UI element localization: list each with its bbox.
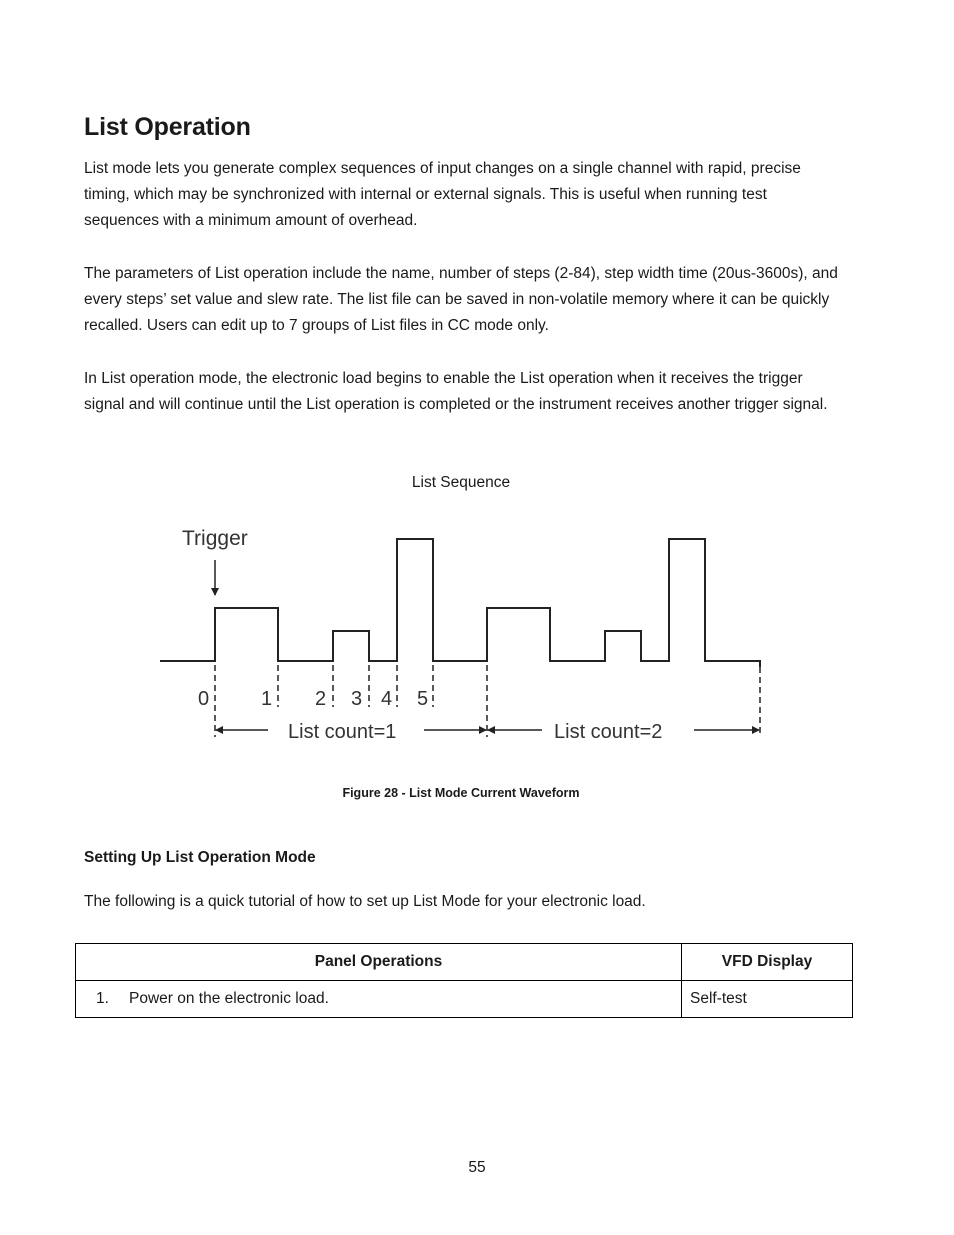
header-vfd-display: VFD Display — [682, 944, 853, 981]
parameters-paragraph: The parameters of List operation include the name, number of steps (2-84), step width time (20us-3600s), and every steps’ set value and slew rate. The list file can be saved in non-volatile memory where it can be quickly recalled. Users can edit up to 7 groups of List files in CC mode only. — [84, 265, 838, 334]
step-label-2: 2 — [315, 688, 327, 710]
trigger-paragraph: In List operation mode, the electronic load begins to enable the List operation when it receives the trigger signal and will continue until the List operation is completed or the instrument receives another trigger signal. — [84, 370, 828, 413]
header-panel-operations: Panel Operations — [76, 944, 682, 981]
step-label-1: 1 — [261, 688, 273, 710]
current-waveform — [160, 539, 760, 667]
step-label-0: 0 — [198, 688, 210, 710]
step-number: 1. — [96, 990, 109, 1007]
trigger-label: Trigger — [182, 527, 248, 550]
operation-text: Power on the electronic load. — [129, 990, 329, 1007]
setup-heading: Setting Up List Operation Mode — [84, 849, 316, 866]
page-title: List Operation — [84, 113, 251, 141]
step-label-3: 3 — [351, 688, 363, 710]
intro-paragraph: List mode lets you generate complex sequences of input changes on a single channel with rapid, precise timing, which may be synchronized with internal or external signals. This is useful when running test sequences with a minimum amount of overhead. — [84, 160, 801, 229]
panel-operations-table — [75, 943, 853, 1018]
figure-caption: Figure 28 - List Mode Current Waveform — [342, 786, 580, 800]
list-count-1-label: List count=1 — [288, 721, 397, 743]
operation-cell — [76, 981, 682, 1018]
setup-intro: The following is a quick tutorial of how to set up List Mode for your electronic load. — [84, 893, 646, 910]
list-waveform-diagram — [150, 515, 770, 750]
table-header-row — [76, 944, 853, 981]
step-label-5: 5 — [417, 688, 429, 710]
diagram-heading: List Sequence — [411, 474, 511, 491]
display-cell: Self-test — [682, 981, 853, 1018]
list-count-2-label: List count=2 — [554, 721, 663, 743]
page-number: 55 — [468, 1159, 486, 1176]
step-label-4: 4 — [381, 688, 393, 710]
table-row — [76, 981, 853, 1018]
